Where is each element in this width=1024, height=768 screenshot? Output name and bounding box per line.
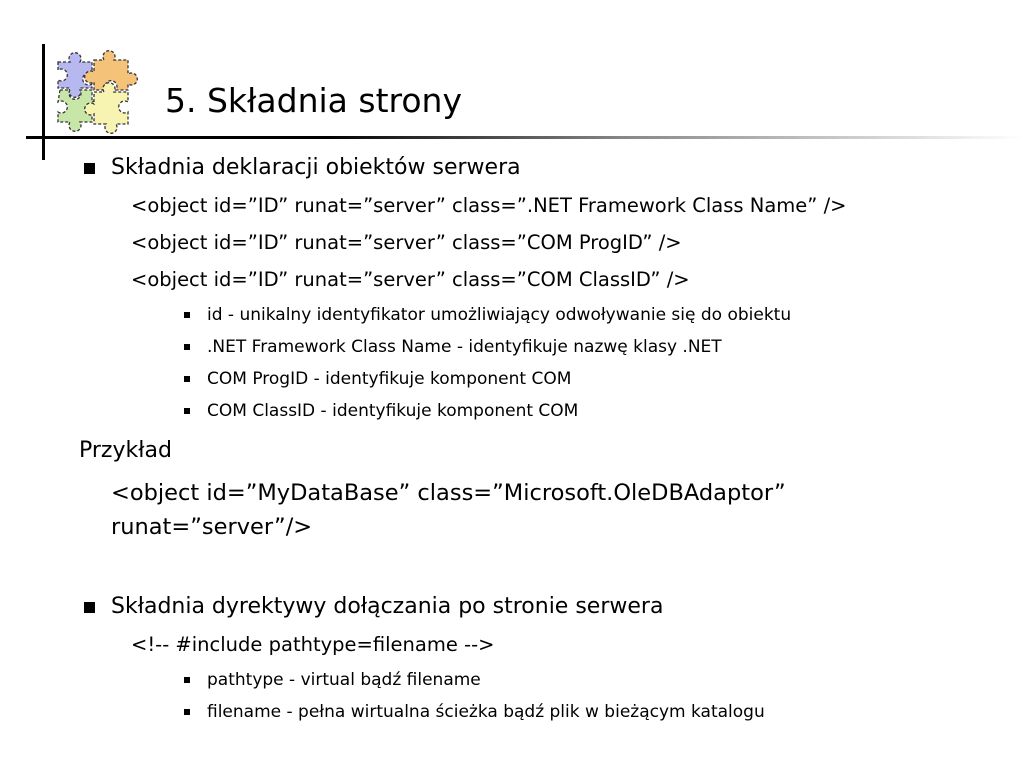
bullet-item: .NET Framework Class Name - identyfikuje nazwę klasy .NET xyxy=(207,337,722,357)
small-square-bullet-icon xyxy=(184,344,190,350)
slide-title: 5. Składnia strony xyxy=(165,81,462,120)
square-bullet-icon xyxy=(84,163,95,174)
example-label: Przykład xyxy=(79,438,172,463)
small-square-bullet-icon xyxy=(184,376,190,382)
bullet-item: pathtype - virtual bądź filename xyxy=(207,670,481,690)
small-square-bullet-icon xyxy=(184,408,190,414)
small-square-bullet-icon xyxy=(184,312,190,318)
example-code-line-1: <object id=”MyDataBase” class=”Microsoft.OleDBAdaptor” xyxy=(111,480,786,506)
code-line-3: <object id=”ID” runat=”server” class=”COM ClassID” /> xyxy=(131,268,690,291)
bullet-item: filename - pełna wirtualna ścieżka bądź plik w bieżącym katalogu xyxy=(207,702,765,722)
bullet-item: COM ClassID - identyfikuje komponent COM xyxy=(207,401,579,421)
small-square-bullet-icon xyxy=(184,709,190,715)
frame-horizontal-line xyxy=(26,136,1024,139)
small-square-bullet-icon xyxy=(184,677,190,683)
frame-vertical-line xyxy=(42,44,45,160)
section1-heading: Składnia deklaracji obiektów serwera xyxy=(111,155,521,180)
example-code-line-2: runat=”server”/> xyxy=(111,514,313,540)
square-bullet-icon xyxy=(84,602,95,613)
include-code-line: <!-- #include pathtype=filename --> xyxy=(131,633,495,656)
puzzle-pieces-icon xyxy=(50,40,140,136)
bullet-item: id - unikalny identyfikator umożliwiający odwoływanie się do obiektu xyxy=(207,305,792,325)
code-line-1: <object id=”ID” runat=”server” class=”.NET Framework Class Name” /> xyxy=(131,194,847,217)
bullet-item: COM ProgID - identyfikuje komponent COM xyxy=(207,369,572,389)
code-line-2: <object id=”ID” runat=”server” class=”COM ProgID” /> xyxy=(131,231,682,254)
section2-heading: Składnia dyrektywy dołączania po stronie serwera xyxy=(111,594,664,619)
